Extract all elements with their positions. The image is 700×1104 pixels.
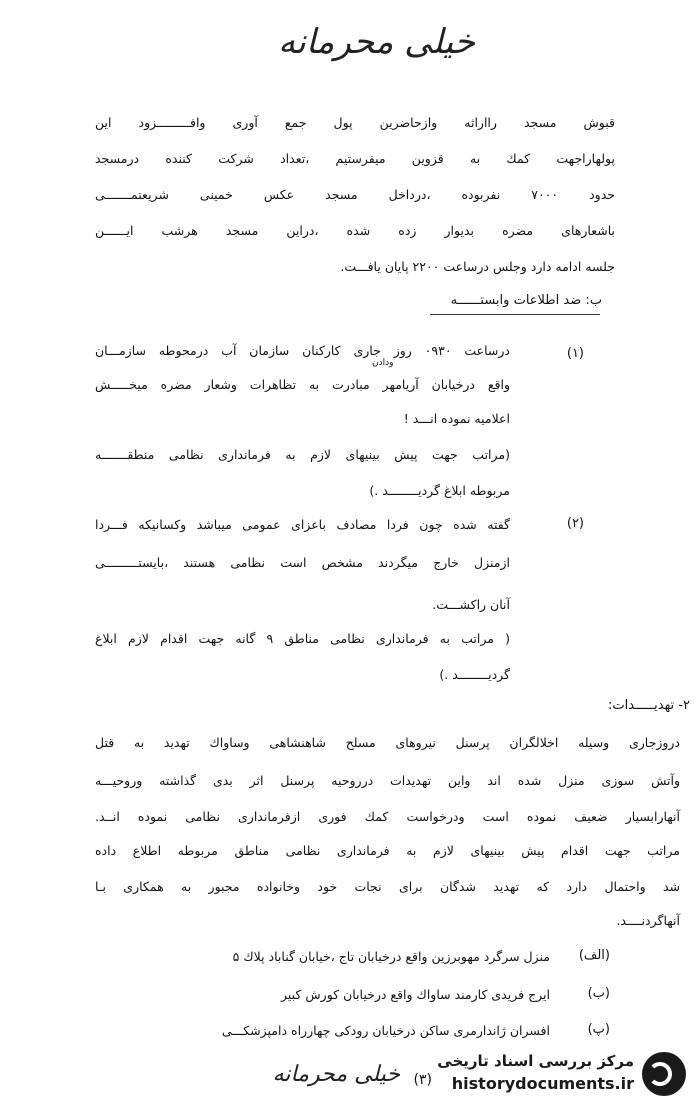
- threat-line: آنهارابسیار ضعیف نموده است ودرخواست کمك فوری ازفرمانداری نظامی نموده انــد.: [95, 809, 680, 824]
- item-action-line: ( مراتب به فرمانداری نظامی مناطق ۹ گانه جهت اقدام لازم ابلاغ: [95, 631, 510, 646]
- item-action-line: گردیــــــــد .): [439, 667, 510, 682]
- logo-url: historydocuments.ir: [451, 1074, 634, 1093]
- list-marker: (ب): [587, 986, 610, 1001]
- list-item: ایرج فریدی کارمند ساواك واقع درخیابان کورش کبیر: [281, 987, 550, 1002]
- threat-line: مراتب جهت اقدام پیش بینیهای لازم به فرمانداری نظامی مناطق مربوطه اطلاع داده: [95, 843, 680, 858]
- list-marker: (پ): [587, 1022, 610, 1037]
- intro-line: حدود ۷۰۰۰ نفربوده ،درداخل مسجد عکس خمینی شریعتمـــــــی: [95, 187, 615, 202]
- archive-logo: [432, 1050, 692, 1100]
- section-2-heading: ۲- تهدیـــــدات:: [608, 698, 690, 713]
- intro-line: باشعارهای مضره بدیوار زده شده ،دراین مسجد هرشب ایــــــن: [95, 223, 615, 238]
- item-line: ازمنزل خارج میگردند مشخص است نظامی هستند ،بایستـــــــــی: [95, 555, 510, 570]
- list-marker: (الف): [578, 948, 610, 963]
- classification-title: خیلی محرمانه: [278, 22, 475, 62]
- item-line: واقع درخیابان آریامهر مبادرت به تظاهرات وشعار مضره میخـــــش: [95, 377, 510, 392]
- item-line: گفته شده چون فردا مصادف باعزای عمومی میباشد وکسانیکه فـــردا: [95, 517, 510, 532]
- item-action-line: (مراتب جهت پیش بینیهای لازم به فرمانداری نظامی منطقـــــــه: [95, 447, 510, 462]
- item-number: (۱): [566, 346, 584, 361]
- archive-logo-icon: [642, 1052, 686, 1096]
- item-line: آنان راکشـــت.: [432, 597, 510, 612]
- inline-note: ودادن: [372, 358, 394, 368]
- item-line: درساعت ۰۹۳۰ روز جاری کارکنان سازمان آب درمحوطه سازمـــان: [95, 343, 511, 358]
- threat-line: دروزجاری وسیله اخلالگران پرسنل نیروهای مسلح شاهنشاهی وساواك تهدید به قتل: [95, 735, 680, 750]
- intro-line: قبوش مسجد رااراثه وازحاضرین پول جمع آوری وافـــــــــزود این: [95, 115, 615, 130]
- threat-line: شد واحتمال دارد که تهدید شدگان برای نجات خود وخانواده مجبور به همکاری بـا: [95, 879, 680, 894]
- page-marker: (۳): [413, 1072, 432, 1088]
- footer-classification-stamp: خیلی محرمانه: [272, 1062, 400, 1087]
- threat-line: آنهاگردنــــد.: [616, 913, 680, 928]
- section-b-underline: [430, 314, 600, 315]
- item-number: (۲): [566, 516, 584, 531]
- item-line: اعلامیه نموده انـــد !: [403, 411, 510, 426]
- logo-title: مرکز بررسی اسناد تاریخی: [437, 1052, 634, 1070]
- section-b-heading: ب: ضد اطلاعات وابستــــــه: [450, 293, 602, 308]
- intro-line: پولهاراجهت کمك به قزوین میفرستیم ،تعداد شرکت کننده درمسجد: [95, 151, 615, 166]
- list-item: منزل سرگرد مهوبرزین واقع درخیابان تاج ،خیابان گناباد پلاك ۵: [232, 949, 550, 964]
- threat-line: وآتش سوزی منزل شده اند واین تهدیدات درروحیه پرسنل اثر بدی گذاشته وروحیـــه: [95, 773, 680, 788]
- list-item: افسران ژاندارمری ساکن درخیابان رودکی چهارراه دامپزشکـــی: [221, 1023, 550, 1038]
- item-action-line: مربوطه ابلاغ گردیــــــــد .): [369, 483, 510, 498]
- intro-line: جلسه ادامه دارد وجلس درساعت ۲۲۰۰ پایان یافـــت.: [340, 259, 615, 274]
